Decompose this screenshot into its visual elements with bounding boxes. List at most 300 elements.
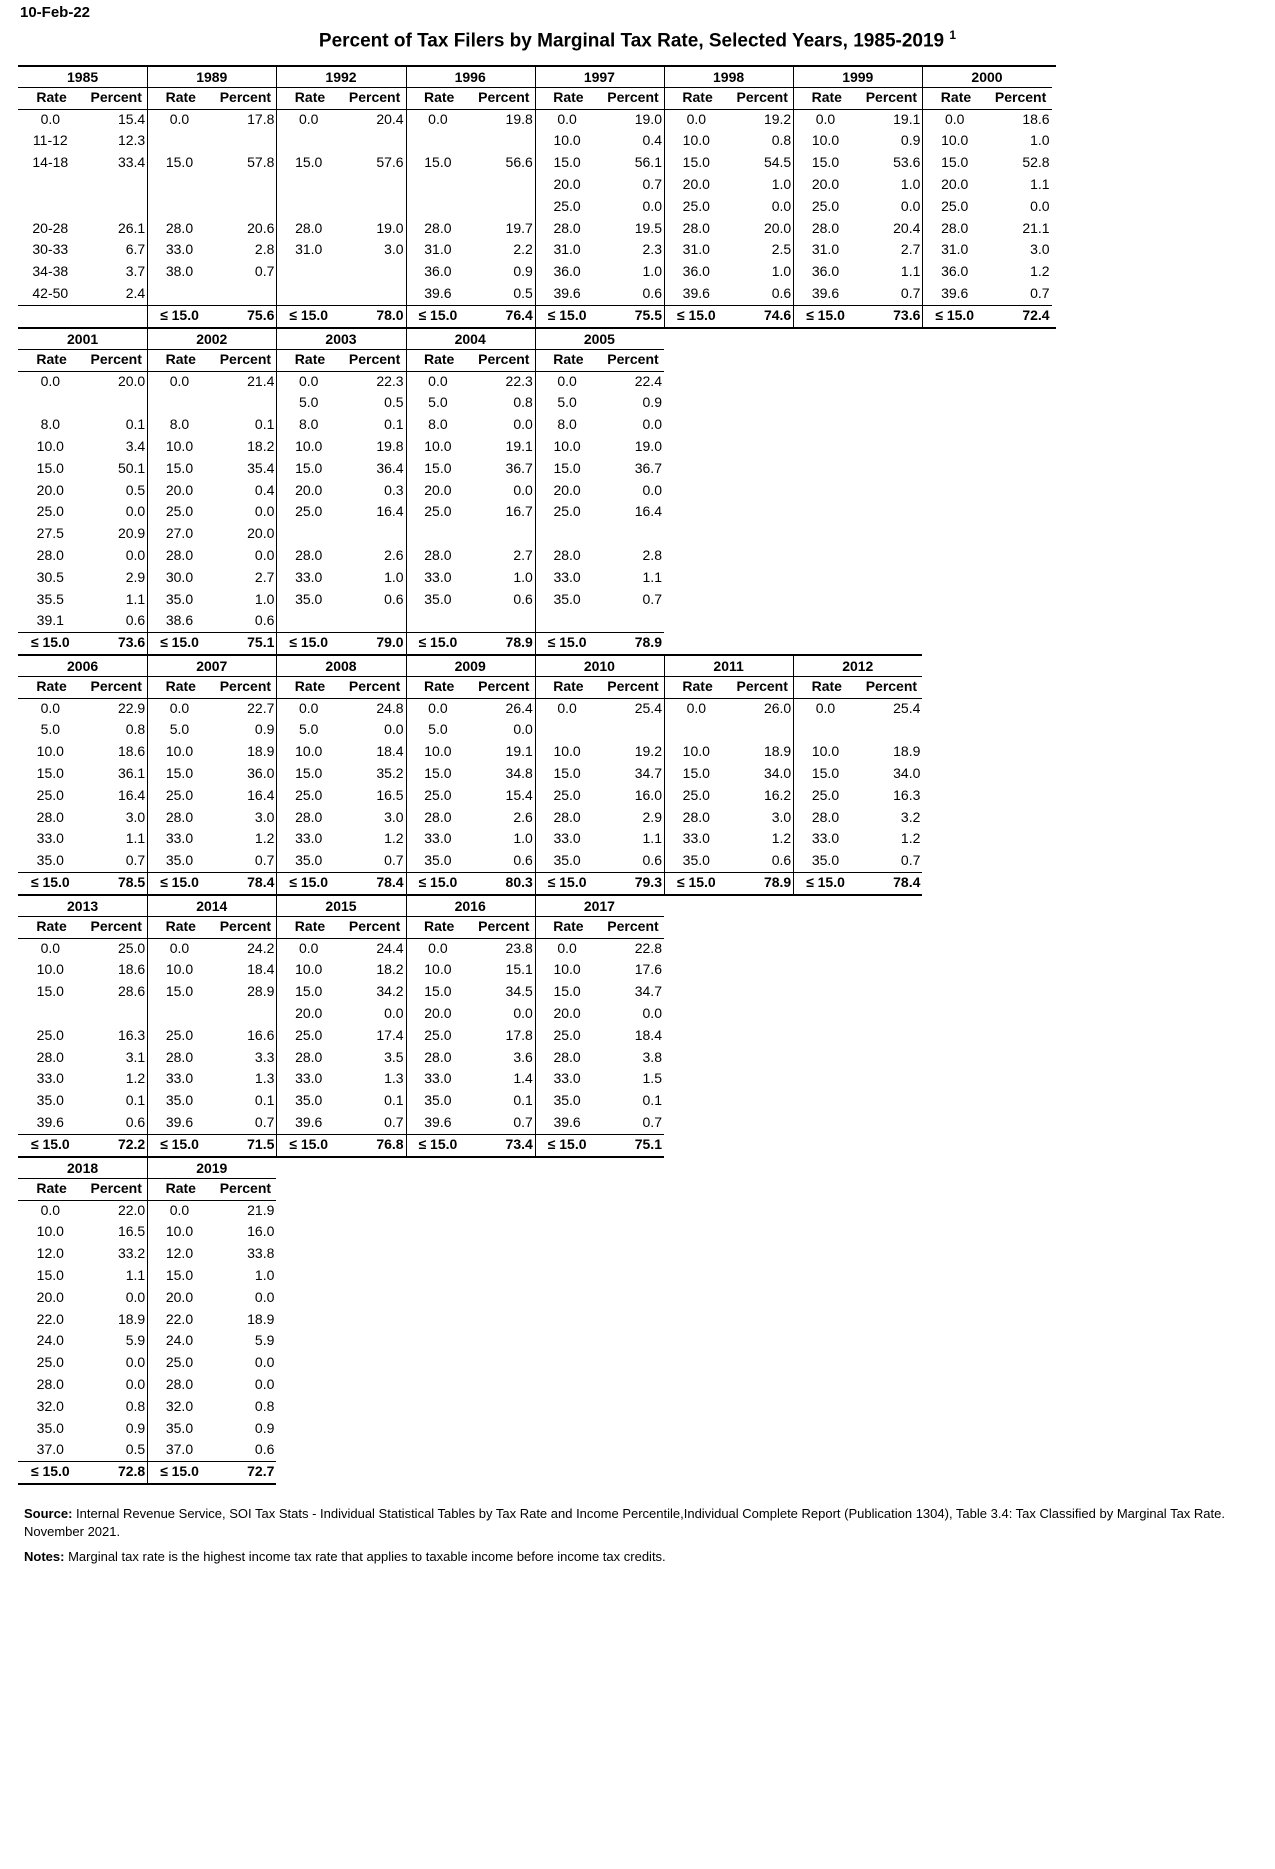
- rate-cell: 28.0: [682, 808, 710, 825]
- rate-cell: [535, 719, 600, 741]
- summary-label: ≤ 15.0: [547, 1135, 587, 1152]
- percent-cell: 26.0: [763, 699, 792, 716]
- summary-value: 78.9: [505, 634, 533, 651]
- summary-label: ≤ 15.0: [418, 874, 458, 890]
- rate-cell: 20.0: [682, 176, 710, 192]
- percent-column-header: Percent: [478, 88, 530, 105]
- rate-cell: 0.0: [169, 1201, 190, 1218]
- rate-cell: 35.0: [165, 1092, 194, 1109]
- percent-cell: 15.4: [505, 786, 533, 803]
- percent-cell: 3.0: [384, 808, 404, 825]
- rate-cell: 8.0: [298, 416, 319, 433]
- percent-cell: 0.0: [254, 1288, 275, 1305]
- year-header: 2019: [196, 1160, 228, 1176]
- rate-cell: 15.0: [36, 459, 64, 476]
- percent-cell: 1.2: [125, 1070, 146, 1087]
- rate-cell: 12.0: [165, 1245, 194, 1262]
- percent-column-header: Percent: [607, 350, 659, 367]
- year-header: 1985: [67, 69, 99, 85]
- percent-cell: 0.9: [254, 1419, 275, 1436]
- rate-cell: [535, 523, 600, 545]
- rate-cell: 33.0: [682, 830, 710, 847]
- summary-label: ≤ 15.0: [289, 874, 329, 890]
- percent-column-header: Percent: [607, 88, 659, 105]
- rate-cell: 8.0: [169, 416, 190, 433]
- percent-cell: 16.5: [376, 786, 404, 803]
- percent-cell: 24.4: [376, 939, 404, 956]
- year-header: 2009: [454, 658, 486, 674]
- rate-cell: 10.0: [165, 743, 194, 760]
- percent-cell: 0.0: [125, 1288, 146, 1305]
- percent-column-header: Percent: [478, 677, 530, 694]
- percent-cell: 3.0: [125, 808, 146, 825]
- rate-cell: [406, 130, 471, 152]
- percent-cell: [470, 610, 533, 632]
- rate-cell: 35.0: [424, 590, 452, 607]
- summary-value: 78.9: [763, 874, 792, 890]
- percent-cell: 36.1: [117, 765, 146, 781]
- rate-cell: 5.0: [169, 721, 190, 738]
- rate-column-header: Rate: [294, 677, 326, 694]
- rate-cell: 10.0: [682, 132, 710, 149]
- percent-cell: 3.0: [1030, 241, 1050, 258]
- percent-cell: 0.0: [642, 197, 662, 214]
- percent-cell: 0.3: [384, 481, 404, 498]
- year-header: 2012: [842, 658, 874, 674]
- percent-cell: 16.6: [247, 1026, 275, 1043]
- rate-cell: 8.0: [557, 416, 577, 433]
- percent-cell: 0.1: [513, 1092, 533, 1109]
- year-header: 2003: [325, 331, 357, 347]
- title-text: Percent of Tax Filers by Marginal Tax Rate, Selected Years, 1985-2019: [318, 30, 945, 52]
- percent-cell: 34.2: [376, 983, 404, 1000]
- rate-cell: 35.0: [36, 852, 64, 869]
- percent-cell: 16.7: [505, 503, 533, 520]
- rate-column-header: Rate: [553, 350, 584, 367]
- percent-cell: 0.7: [513, 1114, 533, 1130]
- rate-cell: 15.0: [553, 983, 581, 1000]
- percent-cell: 0.5: [125, 1441, 146, 1458]
- rate-cell: 39.6: [553, 285, 581, 301]
- percent-cell: [341, 610, 404, 632]
- percent-cell: 1.2: [254, 830, 275, 847]
- percent-cell: 0.7: [125, 852, 146, 869]
- rate-cell: 15.0: [424, 765, 452, 781]
- percent-cell: 0.0: [125, 1376, 146, 1392]
- percent-cell: 21.1: [1022, 219, 1050, 236]
- percent-cell: 21.4: [247, 372, 275, 389]
- rate-cell: 33.0: [165, 241, 194, 258]
- summary-value: 72.7: [247, 1463, 275, 1480]
- percent-cell: 26.1: [117, 219, 146, 236]
- rate-column-header: Rate: [294, 917, 326, 934]
- percent-cell: 3.4: [125, 438, 146, 454]
- rate-cell: 20.0: [165, 481, 194, 498]
- percent-cell: 0.0: [900, 197, 921, 214]
- rate-cell: 10.0: [811, 743, 840, 760]
- percent-cell: 56.6: [505, 154, 533, 171]
- percent-cell: 2.8: [642, 547, 662, 563]
- summary-value: 78.0: [376, 306, 404, 323]
- rate-cell: 0.0: [557, 699, 577, 716]
- percent-cell: 2.9: [125, 568, 146, 585]
- rate-cell: 15.0: [295, 765, 323, 781]
- percent-cell: 1.2: [384, 830, 404, 847]
- percent-cell: 0.7: [384, 1114, 404, 1130]
- rate-cell: 33.0: [295, 1070, 323, 1087]
- rate-cell: 35.0: [165, 852, 194, 869]
- rate-cell: [406, 610, 471, 632]
- percent-cell: 1.1: [125, 590, 146, 607]
- rate-cell: 0.0: [298, 372, 319, 389]
- percent-cell: 5.9: [254, 1332, 275, 1349]
- rate-cell: 28.0: [36, 1048, 64, 1065]
- rate-cell: 39.6: [424, 1114, 452, 1130]
- rate-cell: [18, 1003, 83, 1025]
- rate-cell: 39.6: [36, 1114, 64, 1130]
- rate-cell: 30-33: [32, 241, 69, 258]
- percent-cell: 19.1: [505, 438, 533, 454]
- percent-cell: 12.3: [117, 132, 146, 149]
- percent-column-header: Percent: [219, 917, 272, 934]
- rate-column-header: Rate: [424, 677, 455, 694]
- percent-cell: 24.2: [247, 939, 275, 956]
- rate-cell: 31.0: [553, 241, 581, 258]
- rate-cell: 0.0: [298, 939, 319, 956]
- percent-cell: 19.8: [505, 110, 533, 127]
- year-header: 2006: [67, 658, 99, 674]
- rate-cell: 25.0: [295, 503, 323, 520]
- rate-cell: 28.0: [165, 1376, 194, 1392]
- year-header: 2000: [971, 69, 1003, 85]
- percent-cell: [341, 261, 404, 283]
- percent-cell: 0.1: [125, 416, 146, 433]
- percent-column-header: Percent: [348, 88, 401, 105]
- percent-cell: 34.7: [634, 765, 662, 781]
- rate-cell: 28.0: [36, 808, 64, 825]
- rate-cell: 15.0: [553, 459, 581, 476]
- percent-cell: 0.7: [642, 1114, 662, 1130]
- percent-cell: 16.3: [893, 786, 921, 803]
- rate-cell: 28.0: [165, 547, 194, 563]
- rate-cell: 20.0: [941, 176, 969, 192]
- percent-cell: 19.2: [634, 743, 662, 760]
- percent-cell: 1.0: [642, 263, 662, 280]
- percent-cell: 1.3: [384, 1070, 404, 1087]
- summary-label: ≤ 15.0: [30, 1135, 70, 1152]
- rate-cell: 25.0: [682, 197, 710, 214]
- rate-cell: 10.0: [553, 743, 581, 760]
- percent-cell: 1.1: [125, 1267, 146, 1283]
- percent-cell: 0.9: [642, 394, 662, 411]
- rate-cell: 28.0: [165, 1048, 194, 1065]
- percent-cell: 0.0: [642, 416, 662, 433]
- percent-cell: 36.4: [376, 459, 404, 476]
- percent-cell: 18.6: [117, 961, 146, 978]
- percent-cell: 34.8: [505, 765, 533, 781]
- percent-cell: 16.0: [634, 786, 662, 803]
- percent-cell: 0.6: [384, 590, 404, 607]
- rate-cell: 0.0: [557, 110, 577, 127]
- percent-cell: 22.3: [505, 372, 533, 389]
- percent-cell: 25.4: [634, 699, 662, 716]
- rate-cell: 0.0: [40, 1201, 61, 1218]
- percent-cell: [212, 392, 275, 414]
- percent-cell: [858, 719, 921, 741]
- percent-cell: 0.8: [125, 1397, 146, 1414]
- summary-label: ≤ 15.0: [935, 306, 975, 323]
- year-header: 2010: [583, 658, 615, 674]
- rate-cell: 0.0: [298, 699, 319, 716]
- percent-cell: 34.7: [634, 983, 662, 1000]
- summary-value: 71.5: [247, 1135, 275, 1152]
- rate-cell: [18, 174, 83, 196]
- summary-value: 72.2: [117, 1135, 146, 1152]
- percent-cell: 28.9: [247, 983, 275, 1000]
- percent-cell: 16.3: [117, 1026, 146, 1043]
- rate-cell: 20.0: [36, 481, 64, 498]
- rate-cell: 31.0: [811, 241, 840, 258]
- rate-cell: [276, 283, 341, 305]
- summary-value: 76.4: [505, 306, 533, 323]
- rate-cell: 36.0: [424, 263, 452, 280]
- percent-cell: 0.0: [513, 481, 533, 498]
- percent-cell: 0.0: [771, 197, 792, 214]
- rate-cell: 28.0: [941, 219, 969, 236]
- year-header: 2004: [454, 331, 486, 347]
- rate-cell: 5.0: [298, 721, 319, 738]
- percent-cell: 0.0: [513, 721, 533, 738]
- rate-cell: 39.6: [811, 285, 840, 301]
- rate-cell: 10.0: [165, 961, 194, 978]
- summary-value: 79.3: [634, 874, 662, 890]
- rate-cell: 35.5: [36, 590, 64, 607]
- rate-cell: 0.0: [944, 110, 965, 127]
- percent-column-header: Percent: [994, 88, 1047, 105]
- rate-column-header: Rate: [36, 350, 67, 367]
- summary-label: ≤ 15.0: [418, 634, 458, 651]
- percent-cell: [83, 392, 146, 414]
- percent-cell: 22.3: [376, 372, 404, 389]
- percent-cell: 2.6: [384, 547, 404, 563]
- rate-cell: 42-50: [32, 285, 69, 301]
- percent-cell: 0.0: [642, 1005, 662, 1021]
- percent-cell: 25.0: [117, 939, 146, 956]
- summary-label: ≤ 15.0: [289, 634, 329, 651]
- rate-cell: 28.0: [295, 808, 323, 825]
- rate-column-header: Rate: [553, 917, 584, 934]
- percent-cell: 0.1: [384, 416, 404, 433]
- rate-cell: 39.6: [941, 285, 969, 301]
- percent-cell: 0.8: [125, 721, 146, 738]
- rate-cell: 15.0: [165, 154, 194, 171]
- percent-cell: [212, 1003, 275, 1025]
- percent-cell: 0.0: [384, 1005, 404, 1021]
- percent-cell: 0.7: [1030, 285, 1050, 301]
- percent-cell: 2.7: [513, 547, 533, 563]
- rate-column-header: Rate: [424, 88, 455, 105]
- rate-cell: 30.5: [36, 568, 64, 585]
- rate-cell: 39.6: [682, 285, 710, 301]
- percent-cell: 15.1: [505, 961, 533, 978]
- summary-value: 78.4: [247, 874, 275, 890]
- percent-cell: 50.1: [117, 459, 146, 476]
- percent-cell: 3.7: [125, 263, 146, 280]
- percent-cell: 0.0: [384, 721, 404, 738]
- percent-cell: [599, 610, 662, 632]
- percent-cell: 34.0: [763, 765, 792, 781]
- summary-value: 76.8: [376, 1135, 404, 1152]
- percent-cell: 3.0: [384, 241, 404, 258]
- rate-column-header: Rate: [36, 88, 67, 105]
- summary-value: 73.6: [117, 634, 146, 651]
- percent-cell: 0.7: [900, 285, 921, 301]
- rate-cell: 15.0: [424, 154, 452, 171]
- summary-label: ≤ 15.0: [676, 874, 716, 890]
- rate-cell: [276, 261, 341, 283]
- summary-value: 73.6: [893, 306, 921, 323]
- rate-cell: 20.0: [424, 1005, 452, 1021]
- percent-cell: 0.0: [254, 1354, 275, 1371]
- percent-cell: 3.3: [254, 1048, 275, 1065]
- percent-cell: 16.4: [376, 503, 404, 520]
- percent-cell: 33.4: [117, 154, 146, 171]
- summary-label: ≤ 15.0: [160, 874, 199, 890]
- rate-cell: 35.0: [553, 1092, 581, 1109]
- percent-column-header: Percent: [348, 350, 401, 367]
- rate-cell: 12.0: [36, 1245, 64, 1262]
- rate-cell: 28.0: [165, 808, 194, 825]
- rate-cell: 20.0: [553, 1005, 581, 1021]
- percent-cell: 18.9: [117, 1310, 146, 1327]
- rate-cell: 31.0: [941, 241, 969, 258]
- rate-cell: 0.0: [169, 110, 190, 127]
- rate-cell: 25.0: [36, 1026, 64, 1043]
- rate-cell: 0.0: [815, 699, 836, 716]
- percent-cell: [212, 174, 275, 196]
- rate-cell: 25.0: [811, 786, 840, 803]
- rate-cell: 15.0: [682, 154, 710, 171]
- percent-cell: [470, 174, 533, 196]
- year-header: 2008: [325, 658, 357, 674]
- rate-cell: 28.0: [424, 808, 452, 825]
- summary-label: ≤ 15.0: [418, 1135, 458, 1152]
- percent-cell: 1.1: [642, 568, 662, 585]
- percent-cell: 19.1: [505, 743, 533, 760]
- rate-cell: 39.6: [165, 1114, 194, 1130]
- percent-cell: 0.7: [642, 590, 662, 607]
- percent-cell: 19.8: [376, 438, 404, 454]
- summary-value: 73.4: [505, 1135, 533, 1152]
- summary-value: 75.5: [634, 306, 662, 323]
- rate-cell: 15.0: [811, 765, 840, 781]
- rate-column-header: Rate: [36, 917, 67, 934]
- rate-cell: 28.0: [553, 808, 581, 825]
- percent-cell: 1.0: [1030, 132, 1050, 149]
- rate-cell: 33.0: [553, 568, 581, 585]
- summary-label: ≤ 15.0: [160, 1135, 199, 1152]
- rate-cell: 31.0: [424, 241, 452, 258]
- rate-cell: 15.0: [424, 459, 452, 476]
- rate-cell: 28.0: [36, 1376, 64, 1392]
- rate-cell: 38.0: [165, 263, 194, 280]
- percent-cell: 0.6: [125, 1114, 146, 1130]
- rate-cell: 28.0: [811, 219, 840, 236]
- year-header: 1989: [196, 69, 228, 85]
- summary-value: 80.3: [505, 874, 533, 890]
- percent-cell: [83, 196, 146, 218]
- percent-cell: 0.5: [125, 481, 146, 498]
- percent-column-header: Percent: [219, 350, 272, 367]
- percent-cell: 20.4: [893, 219, 921, 236]
- percent-column-header: Percent: [478, 917, 530, 934]
- summary-label: ≤ 15.0: [30, 1463, 70, 1480]
- percent-column-header: Percent: [348, 677, 401, 694]
- rate-cell: 33.0: [295, 830, 323, 847]
- rate-cell: 15.0: [165, 1267, 194, 1283]
- percent-cell: 1.0: [254, 1267, 275, 1283]
- percent-cell: 17.6: [634, 961, 662, 978]
- rate-cell: 10.0: [424, 961, 452, 978]
- percent-cell: 2.7: [254, 568, 275, 585]
- percent-cell: 57.6: [376, 154, 404, 171]
- rate-cell: 28.0: [424, 547, 452, 563]
- percent-cell: 0.4: [642, 132, 662, 149]
- percent-cell: [341, 130, 404, 152]
- rate-cell: 36.0: [682, 263, 710, 280]
- percent-cell: 0.0: [642, 481, 662, 498]
- rate-cell: 10.0: [553, 132, 581, 149]
- year-header: 1998: [713, 69, 745, 85]
- percent-cell: 0.7: [254, 263, 275, 280]
- percent-cell: [341, 174, 404, 196]
- percent-cell: 1.0: [771, 176, 792, 192]
- rate-cell: [18, 392, 83, 414]
- percent-cell: 16.4: [634, 503, 662, 520]
- summary-label: ≤ 15.0: [547, 874, 587, 890]
- percent-cell: 36.7: [505, 459, 533, 476]
- percent-cell: 17.8: [505, 1026, 533, 1043]
- percent-cell: [341, 196, 404, 218]
- rate-cell: 25.0: [165, 786, 194, 803]
- percent-cell: 0.6: [642, 285, 662, 301]
- rate-cell: 35.0: [36, 1419, 64, 1436]
- rate-cell: 5.0: [557, 394, 577, 411]
- notes-text: Marginal tax rate is the highest income tax rate that applies to taxable income before income tax credits.: [68, 1549, 666, 1564]
- year-header: 1999: [842, 69, 874, 85]
- rate-cell: 33.0: [424, 830, 452, 847]
- percent-cell: 3.6: [513, 1048, 533, 1065]
- percent-cell: [470, 523, 533, 545]
- rate-cell: 35.0: [424, 1092, 452, 1109]
- rate-cell: 10.0: [295, 743, 323, 760]
- year-header: 2005: [583, 331, 615, 347]
- rate-column-header: Rate: [294, 350, 326, 367]
- rate-cell: 28.0: [295, 547, 323, 563]
- rate-column-header: Rate: [811, 677, 842, 694]
- rate-cell: 5.0: [40, 721, 61, 738]
- percent-cell: 18.6: [117, 743, 146, 760]
- rate-cell: 35.0: [682, 852, 710, 869]
- rate-cell: 28.0: [295, 1048, 323, 1065]
- percent-cell: 26.4: [505, 699, 533, 716]
- rate-cell: 28.0: [811, 808, 840, 825]
- percent-cell: 1.5: [642, 1070, 662, 1087]
- percent-cell: 18.9: [247, 743, 275, 760]
- rate-cell: 34-38: [32, 263, 69, 280]
- year-header: 2017: [583, 898, 615, 914]
- rate-cell: 15.0: [295, 459, 323, 476]
